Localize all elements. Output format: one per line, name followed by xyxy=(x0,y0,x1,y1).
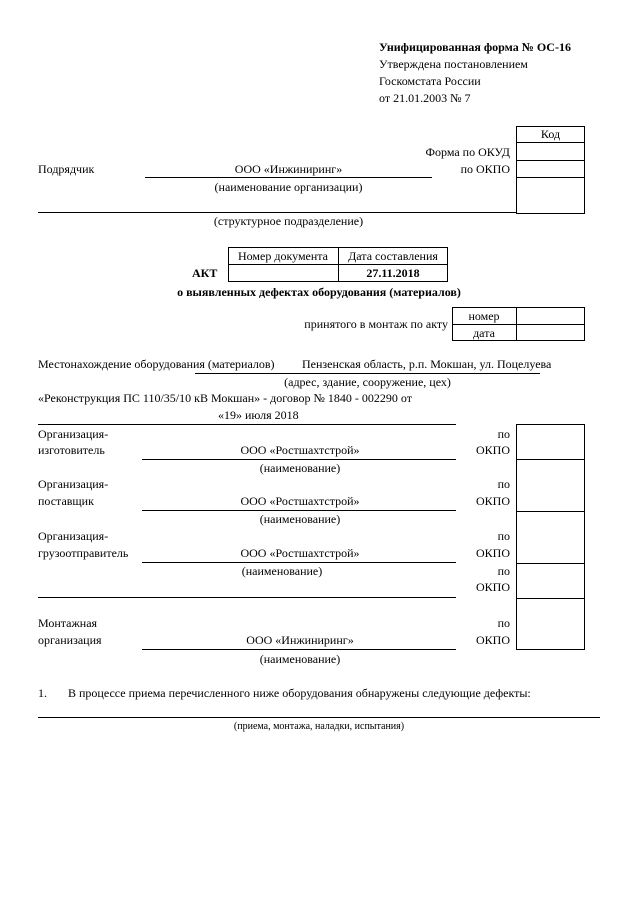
installer-po: по xyxy=(497,616,510,630)
code-table-divider xyxy=(516,160,585,161)
shipper-label-1: Организация- xyxy=(38,529,109,543)
installer-label-1: Монтажная xyxy=(38,616,98,630)
manufacturer-underline xyxy=(142,459,456,460)
shipper-po: по xyxy=(497,529,510,543)
shipper-okpo: ОКПО xyxy=(475,546,510,560)
code-table-divider xyxy=(516,177,585,178)
manufacturer-okpo: ОКПО xyxy=(475,443,510,457)
project-line-1: «Реконструкция ПС 110/35/10 кВ Мокшан» - договор № 1840 - 002290 от xyxy=(38,391,412,405)
manufacturer-caption: (наименование) xyxy=(259,461,341,475)
shipper-underline xyxy=(142,562,456,563)
contractor-name: ООО «Инжиниринг» xyxy=(234,162,343,176)
data-label: дата xyxy=(473,326,495,340)
supplier-label-2: поставщик xyxy=(38,494,94,508)
supplier-label-1: Организация- xyxy=(38,477,109,491)
extra-po: по xyxy=(497,564,510,578)
manufacturer-label-1: Организация- xyxy=(38,427,109,441)
installer-underline xyxy=(142,649,456,650)
project-line-2: «19» июля 2018 xyxy=(218,408,299,422)
location-label: Местонахождение оборудования (материалов) xyxy=(38,357,275,371)
okud-label: Форма по ОКУД xyxy=(425,145,510,159)
defects-number: 1. xyxy=(38,686,47,700)
org-okpo-divider xyxy=(516,598,585,599)
form-title: Унифицированная форма № ОС-16 xyxy=(379,40,571,54)
contractor-caption: (наименование организации) xyxy=(214,180,363,194)
accepted-label: принятого в монтаж по акту xyxy=(304,317,448,331)
extra-okpo: ОКПО xyxy=(475,580,510,594)
installer-name: ООО «Инжиниринг» xyxy=(246,633,354,647)
shipper-label-2: грузоотправитель xyxy=(38,546,129,560)
org-okpo-divider xyxy=(516,511,585,512)
accepted-table-divider xyxy=(452,324,585,325)
contractor-underline xyxy=(145,177,432,178)
org-okpo-divider xyxy=(516,459,585,460)
division-underline xyxy=(38,212,516,213)
code-table-divider xyxy=(516,142,585,143)
code-header: Код xyxy=(540,127,561,141)
act-subtitle: о выявленных дефектах оборудования (материалов) xyxy=(177,285,461,299)
supplier-caption: (наименование) xyxy=(259,512,341,526)
approved-text: Утверждена постановлением xyxy=(379,57,528,71)
okpo-label: по ОКПО xyxy=(460,162,510,176)
defects-caption: (приема, монтажа, наладки, испытания) xyxy=(233,721,405,732)
shipper-caption: (наименование) xyxy=(241,564,323,578)
extra-underline xyxy=(38,597,456,598)
approval-date: от 21.01.2003 № 7 xyxy=(379,91,471,105)
manufacturer-label-2: изготовитель xyxy=(38,443,105,457)
agency-text: Госкомстата России xyxy=(379,74,481,88)
defects-text: В процессе приема перечисленного ниже оборудования обнаружены следующие дефекты: xyxy=(68,686,531,700)
installer-okpo: ОКПО xyxy=(475,633,510,647)
location-caption: (адрес, здание, сооружение, цех) xyxy=(284,375,451,389)
supplier-po: по xyxy=(497,477,510,491)
installer-caption: (наименование) xyxy=(259,652,341,666)
manufacturer-po: по xyxy=(497,427,510,441)
manufacturer-name: ООО «Ростшахтстрой» xyxy=(240,443,360,457)
division-caption: (структурное подразделение) xyxy=(213,214,364,228)
doc-date-value: 27.11.2018 xyxy=(366,266,420,280)
location-underline xyxy=(195,373,540,374)
org-okpo-table xyxy=(516,424,585,650)
supplier-name: ООО «Ростшахтстрой» xyxy=(240,494,360,508)
act-title: АКТ xyxy=(192,266,218,280)
doc-number-header: Номер документа xyxy=(237,249,329,263)
defects-underline xyxy=(38,717,600,718)
contractor-label: Подрядчик xyxy=(38,162,95,176)
location-value: Пензенская область, р.п. Мокшан, ул. Поцелуева xyxy=(302,357,552,371)
nomer-label: номер xyxy=(468,309,500,323)
doc-table-divider xyxy=(228,264,448,265)
org-okpo-divider xyxy=(516,563,585,564)
project-underline xyxy=(38,424,456,425)
shipper-name: ООО «Ростшахтстрой» xyxy=(240,546,360,560)
installer-label-2: организация xyxy=(38,633,102,647)
supplier-underline xyxy=(142,510,456,511)
supplier-okpo: ОКПО xyxy=(475,494,510,508)
doc-date-header: Дата составления xyxy=(348,249,438,263)
